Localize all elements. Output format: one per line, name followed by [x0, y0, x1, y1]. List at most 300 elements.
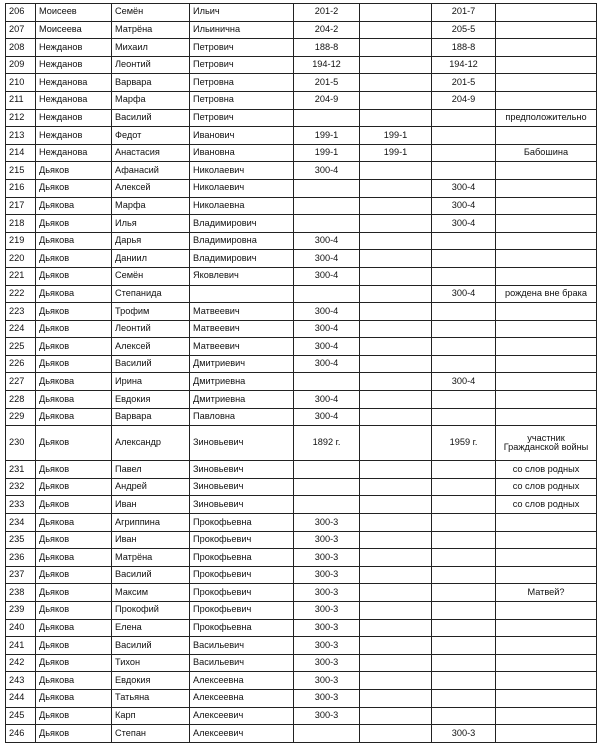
given-name-cell: Иван: [112, 531, 190, 549]
surname-cell: Дьяков: [36, 707, 112, 725]
note-cell: [496, 355, 597, 373]
record-code-2-cell: [360, 672, 432, 690]
patronymic-cell: Прокофьевна: [190, 619, 294, 637]
record-code-3-cell: [432, 637, 496, 655]
note-cell: [496, 232, 597, 250]
record-code-1-cell: 300-4: [294, 250, 360, 268]
patronymic-cell: Алексеевич: [190, 707, 294, 725]
patronymic-cell: Зиновьевич: [190, 461, 294, 479]
surname-cell: Нежданов: [36, 39, 112, 57]
patronymic-cell: Алексеевна: [190, 689, 294, 707]
row-number-cell: 213: [6, 127, 36, 145]
table-row: [6, 320, 597, 338]
record-code-2-cell: [360, 478, 432, 496]
table-row: [6, 74, 597, 92]
patronymic-cell: Зиновьевич: [190, 496, 294, 514]
given-name-cell: Агриппина: [112, 514, 190, 532]
given-name-cell: Федот: [112, 127, 190, 145]
patronymic-cell: Петровна: [190, 74, 294, 92]
surname-cell: Дьяков: [36, 215, 112, 233]
record-code-2-cell: [360, 250, 432, 268]
record-code-3-cell: 194-12: [432, 56, 496, 74]
record-code-3-cell: [432, 619, 496, 637]
note-cell: [496, 197, 597, 215]
table-row: [6, 584, 597, 602]
row-number-cell: 206: [6, 4, 36, 22]
surname-cell: Дьяков: [36, 250, 112, 268]
record-code-3-cell: [432, 496, 496, 514]
table-row: [6, 602, 597, 620]
record-code-2-cell: [360, 4, 432, 22]
table-row: [6, 637, 597, 655]
given-name-cell: Максим: [112, 584, 190, 602]
record-code-1-cell: 300-3: [294, 566, 360, 584]
given-name-cell: Прокофий: [112, 602, 190, 620]
patronymic-cell: Николаевна: [190, 197, 294, 215]
table-row: [6, 496, 597, 514]
table-row: [6, 285, 597, 303]
note-cell: [496, 725, 597, 743]
given-name-cell: Тихон: [112, 654, 190, 672]
patronymic-cell: Васильевич: [190, 637, 294, 655]
record-code-2-cell: [360, 619, 432, 637]
patronymic-cell: Яковлевич: [190, 267, 294, 285]
record-code-1-cell: 300-4: [294, 355, 360, 373]
record-code-1-cell: 300-3: [294, 637, 360, 655]
record-code-3-cell: 1959 г.: [432, 426, 496, 461]
table-row: [6, 725, 597, 743]
table-row: [6, 179, 597, 197]
row-number-cell: 218: [6, 215, 36, 233]
record-code-1-cell: 300-3: [294, 549, 360, 567]
patronymic-cell: Зиновьевич: [190, 478, 294, 496]
patronymic-cell: Ильинична: [190, 21, 294, 39]
table-row: [6, 461, 597, 479]
row-number-cell: 217: [6, 197, 36, 215]
record-code-2-cell: [360, 654, 432, 672]
surname-cell: Дьякова: [36, 391, 112, 409]
note-cell: [496, 179, 597, 197]
record-code-2-cell: [360, 215, 432, 233]
given-name-cell: Иван: [112, 496, 190, 514]
note-cell: [496, 162, 597, 180]
surname-cell: Дьяков: [36, 303, 112, 321]
surname-cell: Нежданова: [36, 144, 112, 162]
row-number-cell: 212: [6, 109, 36, 127]
record-code-2-cell: [360, 373, 432, 391]
table-row: [6, 391, 597, 409]
given-name-cell: Василий: [112, 637, 190, 655]
patronymic-cell: Дмитриевна: [190, 391, 294, 409]
table-row: [6, 672, 597, 690]
record-code-1-cell: 300-3: [294, 619, 360, 637]
record-code-2-cell: [360, 549, 432, 567]
given-name-cell: Евдокия: [112, 391, 190, 409]
surname-cell: Дьяков: [36, 531, 112, 549]
note-cell: со слов родных: [496, 478, 597, 496]
note-cell: [496, 654, 597, 672]
patronymic-cell: Алексеевич: [190, 725, 294, 743]
row-number-cell: 221: [6, 267, 36, 285]
record-code-3-cell: [432, 144, 496, 162]
given-name-cell: Алексей: [112, 179, 190, 197]
note-cell: со слов родных: [496, 496, 597, 514]
record-code-3-cell: 300-3: [432, 725, 496, 743]
record-code-1-cell: 300-4: [294, 162, 360, 180]
note-cell: [496, 672, 597, 690]
record-code-2-cell: [360, 566, 432, 584]
note-cell: Бабошина: [496, 144, 597, 162]
surname-cell: Нежданов: [36, 109, 112, 127]
record-code-1-cell: 188-8: [294, 39, 360, 57]
row-number-cell: 240: [6, 619, 36, 637]
row-number-cell: 241: [6, 637, 36, 655]
surname-cell: Дьяков: [36, 584, 112, 602]
record-code-3-cell: [432, 707, 496, 725]
note-cell: [496, 707, 597, 725]
patronymic-cell: Прокофьевна: [190, 514, 294, 532]
table-row: [6, 355, 597, 373]
row-number-cell: 237: [6, 566, 36, 584]
given-name-cell: Александр: [112, 426, 190, 461]
record-code-1-cell: [294, 179, 360, 197]
record-code-3-cell: [432, 672, 496, 690]
record-code-3-cell: [432, 303, 496, 321]
record-code-2-cell: [360, 426, 432, 461]
row-number-cell: 223: [6, 303, 36, 321]
surname-cell: Дьякова: [36, 689, 112, 707]
patronymic-cell: Матвеевич: [190, 303, 294, 321]
table-row: [6, 514, 597, 532]
note-cell: со слов родных: [496, 461, 597, 479]
table-row: [6, 531, 597, 549]
surname-cell: Дьяков: [36, 320, 112, 338]
row-number-cell: 228: [6, 391, 36, 409]
patronymic-cell: Петрович: [190, 56, 294, 74]
surname-cell: Дьяков: [36, 179, 112, 197]
record-code-3-cell: [432, 232, 496, 250]
record-code-2-cell: [360, 74, 432, 92]
given-name-cell: Василий: [112, 109, 190, 127]
patronymic-cell: Прокофьевич: [190, 531, 294, 549]
record-code-2-cell: [360, 602, 432, 620]
note-cell: [496, 373, 597, 391]
surname-cell: Моисеева: [36, 21, 112, 39]
row-number-cell: 230: [6, 426, 36, 461]
table-row: [6, 4, 597, 22]
given-name-cell: Даниил: [112, 250, 190, 268]
surname-cell: Дьяков: [36, 267, 112, 285]
record-code-3-cell: [432, 355, 496, 373]
given-name-cell: Степанида: [112, 285, 190, 303]
note-cell: предположительно: [496, 109, 597, 127]
given-name-cell: Матрёна: [112, 21, 190, 39]
surname-cell: Дьякова: [36, 285, 112, 303]
surname-cell: Дьяков: [36, 162, 112, 180]
record-code-1-cell: 201-2: [294, 4, 360, 22]
note-cell: [496, 74, 597, 92]
table-row: [6, 56, 597, 74]
surname-cell: Дьякова: [36, 232, 112, 250]
record-code-2-cell: [360, 39, 432, 57]
surname-cell: Моисеев: [36, 4, 112, 22]
surname-cell: Дьякова: [36, 514, 112, 532]
record-code-2-cell: [360, 267, 432, 285]
record-code-3-cell: [432, 584, 496, 602]
note-cell: [496, 566, 597, 584]
record-code-3-cell: [432, 267, 496, 285]
record-code-2-cell: [360, 56, 432, 74]
record-code-2-cell: [360, 408, 432, 426]
given-name-cell: Марфа: [112, 91, 190, 109]
record-code-2-cell: [360, 91, 432, 109]
record-code-3-cell: 300-4: [432, 215, 496, 233]
surname-cell: Нежданов: [36, 56, 112, 74]
row-number-cell: 207: [6, 21, 36, 39]
given-name-cell: Алексей: [112, 338, 190, 356]
row-number-cell: 231: [6, 461, 36, 479]
table-row: [6, 39, 597, 57]
table-row: [6, 426, 597, 461]
record-code-1-cell: 1892 г.: [294, 426, 360, 461]
patronymic-cell: Зиновьевич: [190, 426, 294, 461]
table-row: [6, 91, 597, 109]
record-code-2-cell: [360, 303, 432, 321]
surname-cell: Дьякова: [36, 408, 112, 426]
note-cell: [496, 531, 597, 549]
genealogy-table: [5, 3, 597, 743]
given-name-cell: Андрей: [112, 478, 190, 496]
surname-cell: Дьяков: [36, 725, 112, 743]
record-code-1-cell: [294, 373, 360, 391]
given-name-cell: Семён: [112, 267, 190, 285]
row-number-cell: 234: [6, 514, 36, 532]
note-cell: [496, 637, 597, 655]
note-cell: [496, 21, 597, 39]
note-cell: [496, 215, 597, 233]
patronymic-cell: Иванович: [190, 127, 294, 145]
row-number-cell: 224: [6, 320, 36, 338]
table-row: [6, 215, 597, 233]
note-cell: [496, 250, 597, 268]
note-cell: [496, 4, 597, 22]
patronymic-cell: Павловна: [190, 408, 294, 426]
record-code-2-cell: [360, 179, 432, 197]
record-code-3-cell: [432, 654, 496, 672]
given-name-cell: Анастасия: [112, 144, 190, 162]
given-name-cell: Елена: [112, 619, 190, 637]
record-code-1-cell: 300-4: [294, 303, 360, 321]
table-row: [6, 619, 597, 637]
row-number-cell: 243: [6, 672, 36, 690]
surname-cell: Дьяков: [36, 338, 112, 356]
note-cell: [496, 391, 597, 409]
row-number-cell: 208: [6, 39, 36, 57]
row-number-cell: 233: [6, 496, 36, 514]
record-code-1-cell: [294, 496, 360, 514]
given-name-cell: Матрёна: [112, 549, 190, 567]
record-code-2-cell: [360, 320, 432, 338]
given-name-cell: Павел: [112, 461, 190, 479]
record-code-1-cell: 300-4: [294, 391, 360, 409]
record-code-3-cell: 205-5: [432, 21, 496, 39]
surname-cell: Дьяков: [36, 602, 112, 620]
record-code-3-cell: [432, 250, 496, 268]
record-code-3-cell: [432, 391, 496, 409]
record-code-3-cell: [432, 549, 496, 567]
surname-cell: Дьяков: [36, 461, 112, 479]
record-code-3-cell: [432, 127, 496, 145]
surname-cell: Дьяков: [36, 566, 112, 584]
table-row: [6, 689, 597, 707]
record-code-1-cell: 201-5: [294, 74, 360, 92]
record-code-1-cell: 300-3: [294, 514, 360, 532]
surname-cell: Дьяков: [36, 355, 112, 373]
row-number-cell: 236: [6, 549, 36, 567]
record-code-2-cell: [360, 461, 432, 479]
note-cell: [496, 267, 597, 285]
record-code-1-cell: [294, 461, 360, 479]
record-code-3-cell: [432, 478, 496, 496]
patronymic-cell: Ильич: [190, 4, 294, 22]
surname-cell: Дьякова: [36, 672, 112, 690]
table-row: [6, 250, 597, 268]
note-cell: участник Гражданской войны: [496, 426, 597, 461]
note-cell: [496, 127, 597, 145]
table-row: [6, 654, 597, 672]
record-code-3-cell: 201-7: [432, 4, 496, 22]
note-cell: [496, 303, 597, 321]
row-number-cell: 209: [6, 56, 36, 74]
given-name-cell: Дарья: [112, 232, 190, 250]
record-code-1-cell: 204-2: [294, 21, 360, 39]
row-number-cell: 226: [6, 355, 36, 373]
table-row: [6, 144, 597, 162]
given-name-cell: Варвара: [112, 74, 190, 92]
record-code-3-cell: 300-4: [432, 179, 496, 197]
note-cell: [496, 39, 597, 57]
table-row: [6, 267, 597, 285]
patronymic-cell: Владимировна: [190, 232, 294, 250]
patronymic-cell: Васильевич: [190, 654, 294, 672]
record-code-2-cell: [360, 725, 432, 743]
record-code-2-cell: [360, 496, 432, 514]
patronymic-cell: Петровна: [190, 91, 294, 109]
record-code-1-cell: [294, 725, 360, 743]
row-number-cell: 214: [6, 144, 36, 162]
note-cell: [496, 689, 597, 707]
patronymic-cell: Петрович: [190, 109, 294, 127]
given-name-cell: Василий: [112, 566, 190, 584]
record-code-3-cell: [432, 514, 496, 532]
surname-cell: Дьяков: [36, 654, 112, 672]
surname-cell: Дьяков: [36, 637, 112, 655]
record-code-2-cell: 199-1: [360, 144, 432, 162]
record-code-1-cell: 300-4: [294, 320, 360, 338]
note-cell: рождена вне брака: [496, 285, 597, 303]
row-number-cell: 238: [6, 584, 36, 602]
table-row: [6, 303, 597, 321]
note-cell: [496, 408, 597, 426]
surname-cell: Дьякова: [36, 549, 112, 567]
table-row: [6, 21, 597, 39]
record-code-1-cell: 300-4: [294, 232, 360, 250]
record-code-1-cell: [294, 478, 360, 496]
record-code-2-cell: [360, 531, 432, 549]
given-name-cell: Михаил: [112, 39, 190, 57]
record-code-2-cell: [360, 285, 432, 303]
record-code-1-cell: 300-3: [294, 689, 360, 707]
record-code-1-cell: 199-1: [294, 127, 360, 145]
note-cell: [496, 338, 597, 356]
record-code-2-cell: [360, 514, 432, 532]
given-name-cell: Афанасий: [112, 162, 190, 180]
record-code-1-cell: [294, 285, 360, 303]
patronymic-cell: Владимирович: [190, 250, 294, 268]
row-number-cell: 210: [6, 74, 36, 92]
table-body: [6, 4, 597, 743]
record-code-2-cell: [360, 707, 432, 725]
note-cell: [496, 91, 597, 109]
record-code-3-cell: 300-4: [432, 285, 496, 303]
given-name-cell: Варвара: [112, 408, 190, 426]
patronymic-cell: Прокофьевич: [190, 566, 294, 584]
row-number-cell: 246: [6, 725, 36, 743]
record-code-2-cell: 199-1: [360, 127, 432, 145]
note-cell: [496, 549, 597, 567]
record-code-1-cell: 300-4: [294, 267, 360, 285]
patronymic-cell: Петрович: [190, 39, 294, 57]
surname-cell: Нежданов: [36, 127, 112, 145]
note-cell: [496, 619, 597, 637]
record-code-3-cell: 201-5: [432, 74, 496, 92]
given-name-cell: Трофим: [112, 303, 190, 321]
record-code-2-cell: [360, 21, 432, 39]
record-code-1-cell: 194-12: [294, 56, 360, 74]
given-name-cell: Ирина: [112, 373, 190, 391]
note-cell: Матвей?: [496, 584, 597, 602]
record-code-2-cell: [360, 355, 432, 373]
surname-cell: Нежданова: [36, 74, 112, 92]
given-name-cell: Татьяна: [112, 689, 190, 707]
patronymic-cell: Дмитриевич: [190, 355, 294, 373]
note-cell: [496, 56, 597, 74]
record-code-2-cell: [360, 109, 432, 127]
given-name-cell: Семён: [112, 4, 190, 22]
record-code-1-cell: 204-9: [294, 91, 360, 109]
given-name-cell: Василий: [112, 355, 190, 373]
record-code-3-cell: [432, 408, 496, 426]
given-name-cell: Степан: [112, 725, 190, 743]
surname-cell: Дьякова: [36, 619, 112, 637]
record-code-1-cell: [294, 215, 360, 233]
record-code-3-cell: [432, 602, 496, 620]
row-number-cell: 219: [6, 232, 36, 250]
record-code-1-cell: [294, 109, 360, 127]
patronymic-cell: Ивановна: [190, 144, 294, 162]
table-row: [6, 478, 597, 496]
table-row: [6, 373, 597, 391]
table-row: [6, 408, 597, 426]
record-code-2-cell: [360, 391, 432, 409]
row-number-cell: 211: [6, 91, 36, 109]
row-number-cell: 216: [6, 179, 36, 197]
table-row: [6, 707, 597, 725]
row-number-cell: 244: [6, 689, 36, 707]
record-code-2-cell: [360, 584, 432, 602]
surname-cell: Дьякова: [36, 197, 112, 215]
given-name-cell: Евдокия: [112, 672, 190, 690]
